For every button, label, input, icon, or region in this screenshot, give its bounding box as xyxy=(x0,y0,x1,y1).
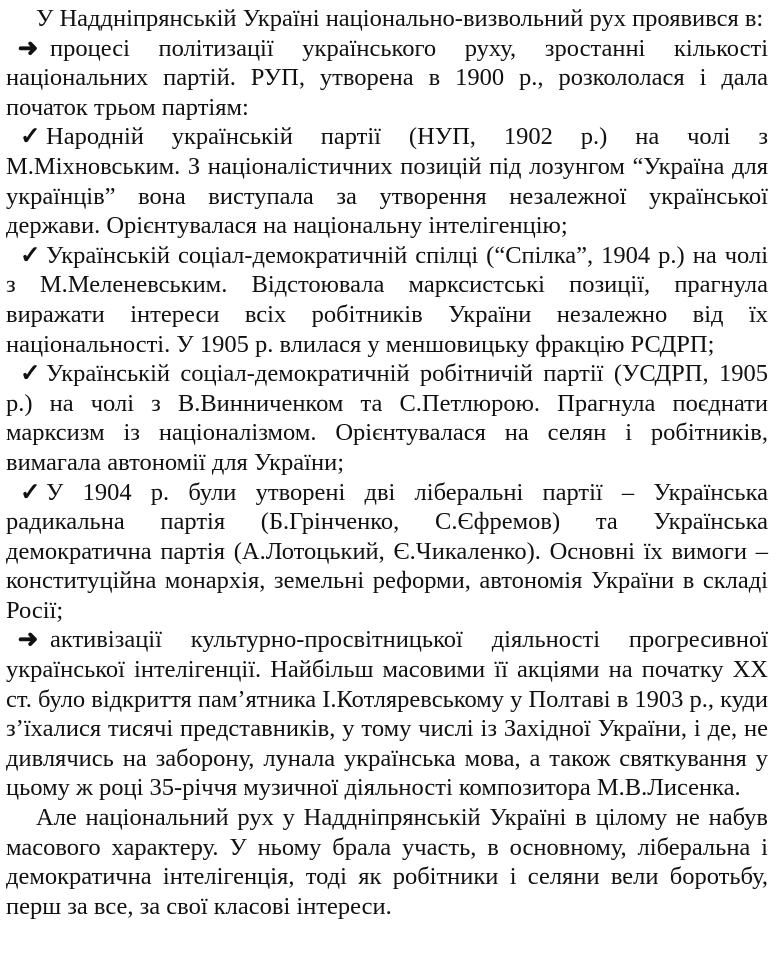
party-item-liberal xyxy=(6,478,768,626)
party-item-text: Українській соціал-демократичній спілці (“Спілка”, 1904 р.) на чолі з М.Меленевським. Відстоювала марксистські позиції, прагнула виражати інтереси всіх робітників України незалежно від їх національності. У 1905 р. влилася у меншовицьку фракцію РСДРП; xyxy=(6,241,768,358)
point-politicization xyxy=(6,34,768,123)
party-item-usdrp xyxy=(6,359,768,477)
point-politicization-text: процесі політизації українського руху, зростанні кількості національних партій. РУП, утворена в 1900 р., розкололася і дала початок трьом партіям: xyxy=(6,34,768,121)
checkmark-icon: ✓ xyxy=(20,478,41,506)
point-cultural-activity-text: активізації культурно-просвітницької діяльності прогресивної української інтелігенції. Найбільш масовими її акціями на початку XX ст. було відкриття пам’ятника І.Котляревському у Полтаві в 1903 р., куди з’їхалися тисячі представників, у тому числі із Західної України, і де, не дивлячись на заборону, лунала українська мова, а також святкування у цьому ж році 35-річчя музичної діяльності композитора М.В.Лисенка. xyxy=(6,626,768,802)
checkmark-icon: ✓ xyxy=(20,360,41,388)
checkmark-icon: ✓ xyxy=(20,123,41,151)
party-item-text: Народній українській партії (НУП, 1902 р.) на чолі з М.Міхновським. З націоналістичних позицій під лозунгом “Україна для українців” вона виступала за утворення незалежної української держави. Орієнтувалася на національну інтелігенцію; xyxy=(6,123,768,240)
checkmark-icon: ✓ xyxy=(20,241,41,269)
conclusion-text: Але національний рух у Наддніпрянській Україні в цілому не набув масового характеру. У ньому брала участь, в основному, ліберальна і демократична інтелігенція, тоді як робітники і селяни вели боротьбу, перш за все, за свої класові інтереси. xyxy=(6,804,768,920)
party-item-text: Українській соціал-демократичній робітничій партії (УСДРП, 1905 р.) на чолі з В.Винниченком та С.Петлюрою. Прагнула поєднати марксизм із націоналізмом. Орієнтувалася на селян і робітників, вимагала автономії для України; xyxy=(6,360,768,476)
intro-text: У Наддніпрянській Україні національно-визвольний рух проявився в: xyxy=(36,5,764,32)
arrow-right-icon: ➜ xyxy=(17,34,39,62)
party-item-nup xyxy=(6,122,768,240)
party-item-text: У 1904 р. були утворені дві ліберальні партії – Українська радикальна партія (Б.Грінченко, С.Єфремов) та Українська демократична партія (А.Лотоцький, Є.Чикаленко). Основні їх вимоги – конституційна монархія, земельні реформи, автономія України в складі Росії; xyxy=(6,478,768,624)
point-cultural-activity xyxy=(6,625,768,803)
arrow-right-icon: ➜ xyxy=(17,626,39,654)
party-item-spilka xyxy=(6,241,768,359)
conclusion-paragraph xyxy=(6,803,768,921)
intro-paragraph xyxy=(6,4,768,34)
